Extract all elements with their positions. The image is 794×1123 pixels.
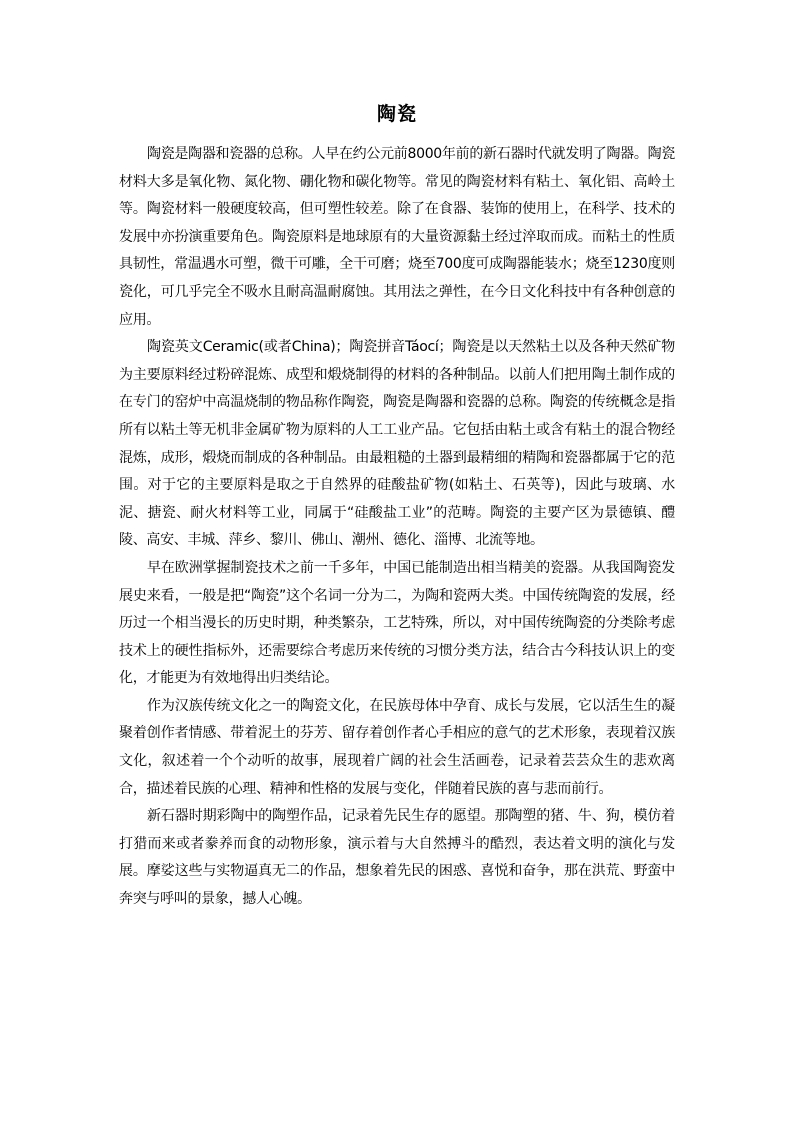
paragraph-2: 陶瓷英文Ceramic(或者China)；陶瓷拼音Táocí；陶瓷是以天然粘土以及各种天然矿物为主要原料经过粉碎混炼、成型和煅烧制得的材料的各种制品。以前人们把用陶土制作成的在专门的窑炉中高温烧制的物品称作陶瓷，陶瓷是陶器和瓷器的总称。陶瓷的传统概念是指所有以粘土等无机非金属矿物为原料的人工工业产品。它包括由粘土或含有粘土的混合物经混炼，成形，煅烧而制成的各种制品。由最粗糙的土器到最精细的精陶和瓷器都属于它的范围。对于它的主要原料是取之于自然界的硅酸盐矿物(如粘土、石英等)，因此与玻璃、水泥、搪瓷、耐火材料等工业，同属于“硅酸盐工业”的范畴。陶瓷的主要产区为景德镇、醴陵、高安、丰城、萍乡、黎川、佛山、潮州、德化、淄博、北流等地。	[119, 339, 675, 549]
document-title: 陶瓷	[376, 103, 417, 125]
paragraph-3: 早在欧洲掌握制瓷技术之前一千多年，中国已能制造出相当精美的瓷器。从我国陶瓷发展史来看，一般是把“陶瓷”这个名词一分为二，为陶和瓷两大类。中国传统陶瓷的发展，经历过一个相当漫长的历史时期，种类繁杂，工艺特殊，所以，对中国传统陶瓷的分类除考虑技术上的硬性指标外，还需要综合考虑历来传统的习惯分类方法，结合古今科技认识上的变化，才能更为有效地得出归类结论。	[119, 559, 675, 687]
document-body	[119, 141, 675, 914]
paragraph-4: 作为汉族传统文化之一的陶瓷文化，在民族母体中孕育、成长与发展，它以活生生的凝聚着创作者情感、带着泥土的芬芳、留存着创作者心手相应的意气的艺术形象，表现着汉族文化，叙述着一个个动听的故事，展现着广阔的社会生活画卷，记录着芸芸众生的悲欢离合，描述着民族的心理、精神和性格的发展与变化，伴随着民族的喜与悲而前行。	[119, 697, 675, 797]
paragraph-5: 新石器时期彩陶中的陶塑作品，记录着先民生存的愿望。那陶塑的猪、牛、狗，模仿着打猎而来或者豢养而食的动物形象，演示着与大自然搏斗的酷烈，表达着文明的演化与发展。摩娑这些与实物逼真无二的作品，想象着先民的困惑、喜悦和奋争，那在洪荒、野蛮中奔突与呼叫的景象，撼人心魄。	[119, 808, 675, 908]
paragraph-1: 陶瓷是陶器和瓷器的总称。人早在约公元前8000年前的新石器时代就发明了陶器。陶瓷材料大多是氧化物、氮化物、硼化物和碳化物等。常见的陶瓷材料有粘土、氧化铝、高岭土等。陶瓷材料一般硬度较高，但可塑性较差。除了在食器、装饰的使用上，在科学、技术的发展中亦扮演重要角色。陶瓷原料是地球原有的大量资源黏土经过淬取而成。而粘土的性质具韧性，常温遇水可塑，微干可雕，全干可磨；烧至700度可成陶器能装水；烧至1230度则瓷化，可几乎完全不吸水且耐高温耐腐蚀。其用法之弹性，在今日文化科技中有各种创意的应用。	[119, 146, 675, 328]
